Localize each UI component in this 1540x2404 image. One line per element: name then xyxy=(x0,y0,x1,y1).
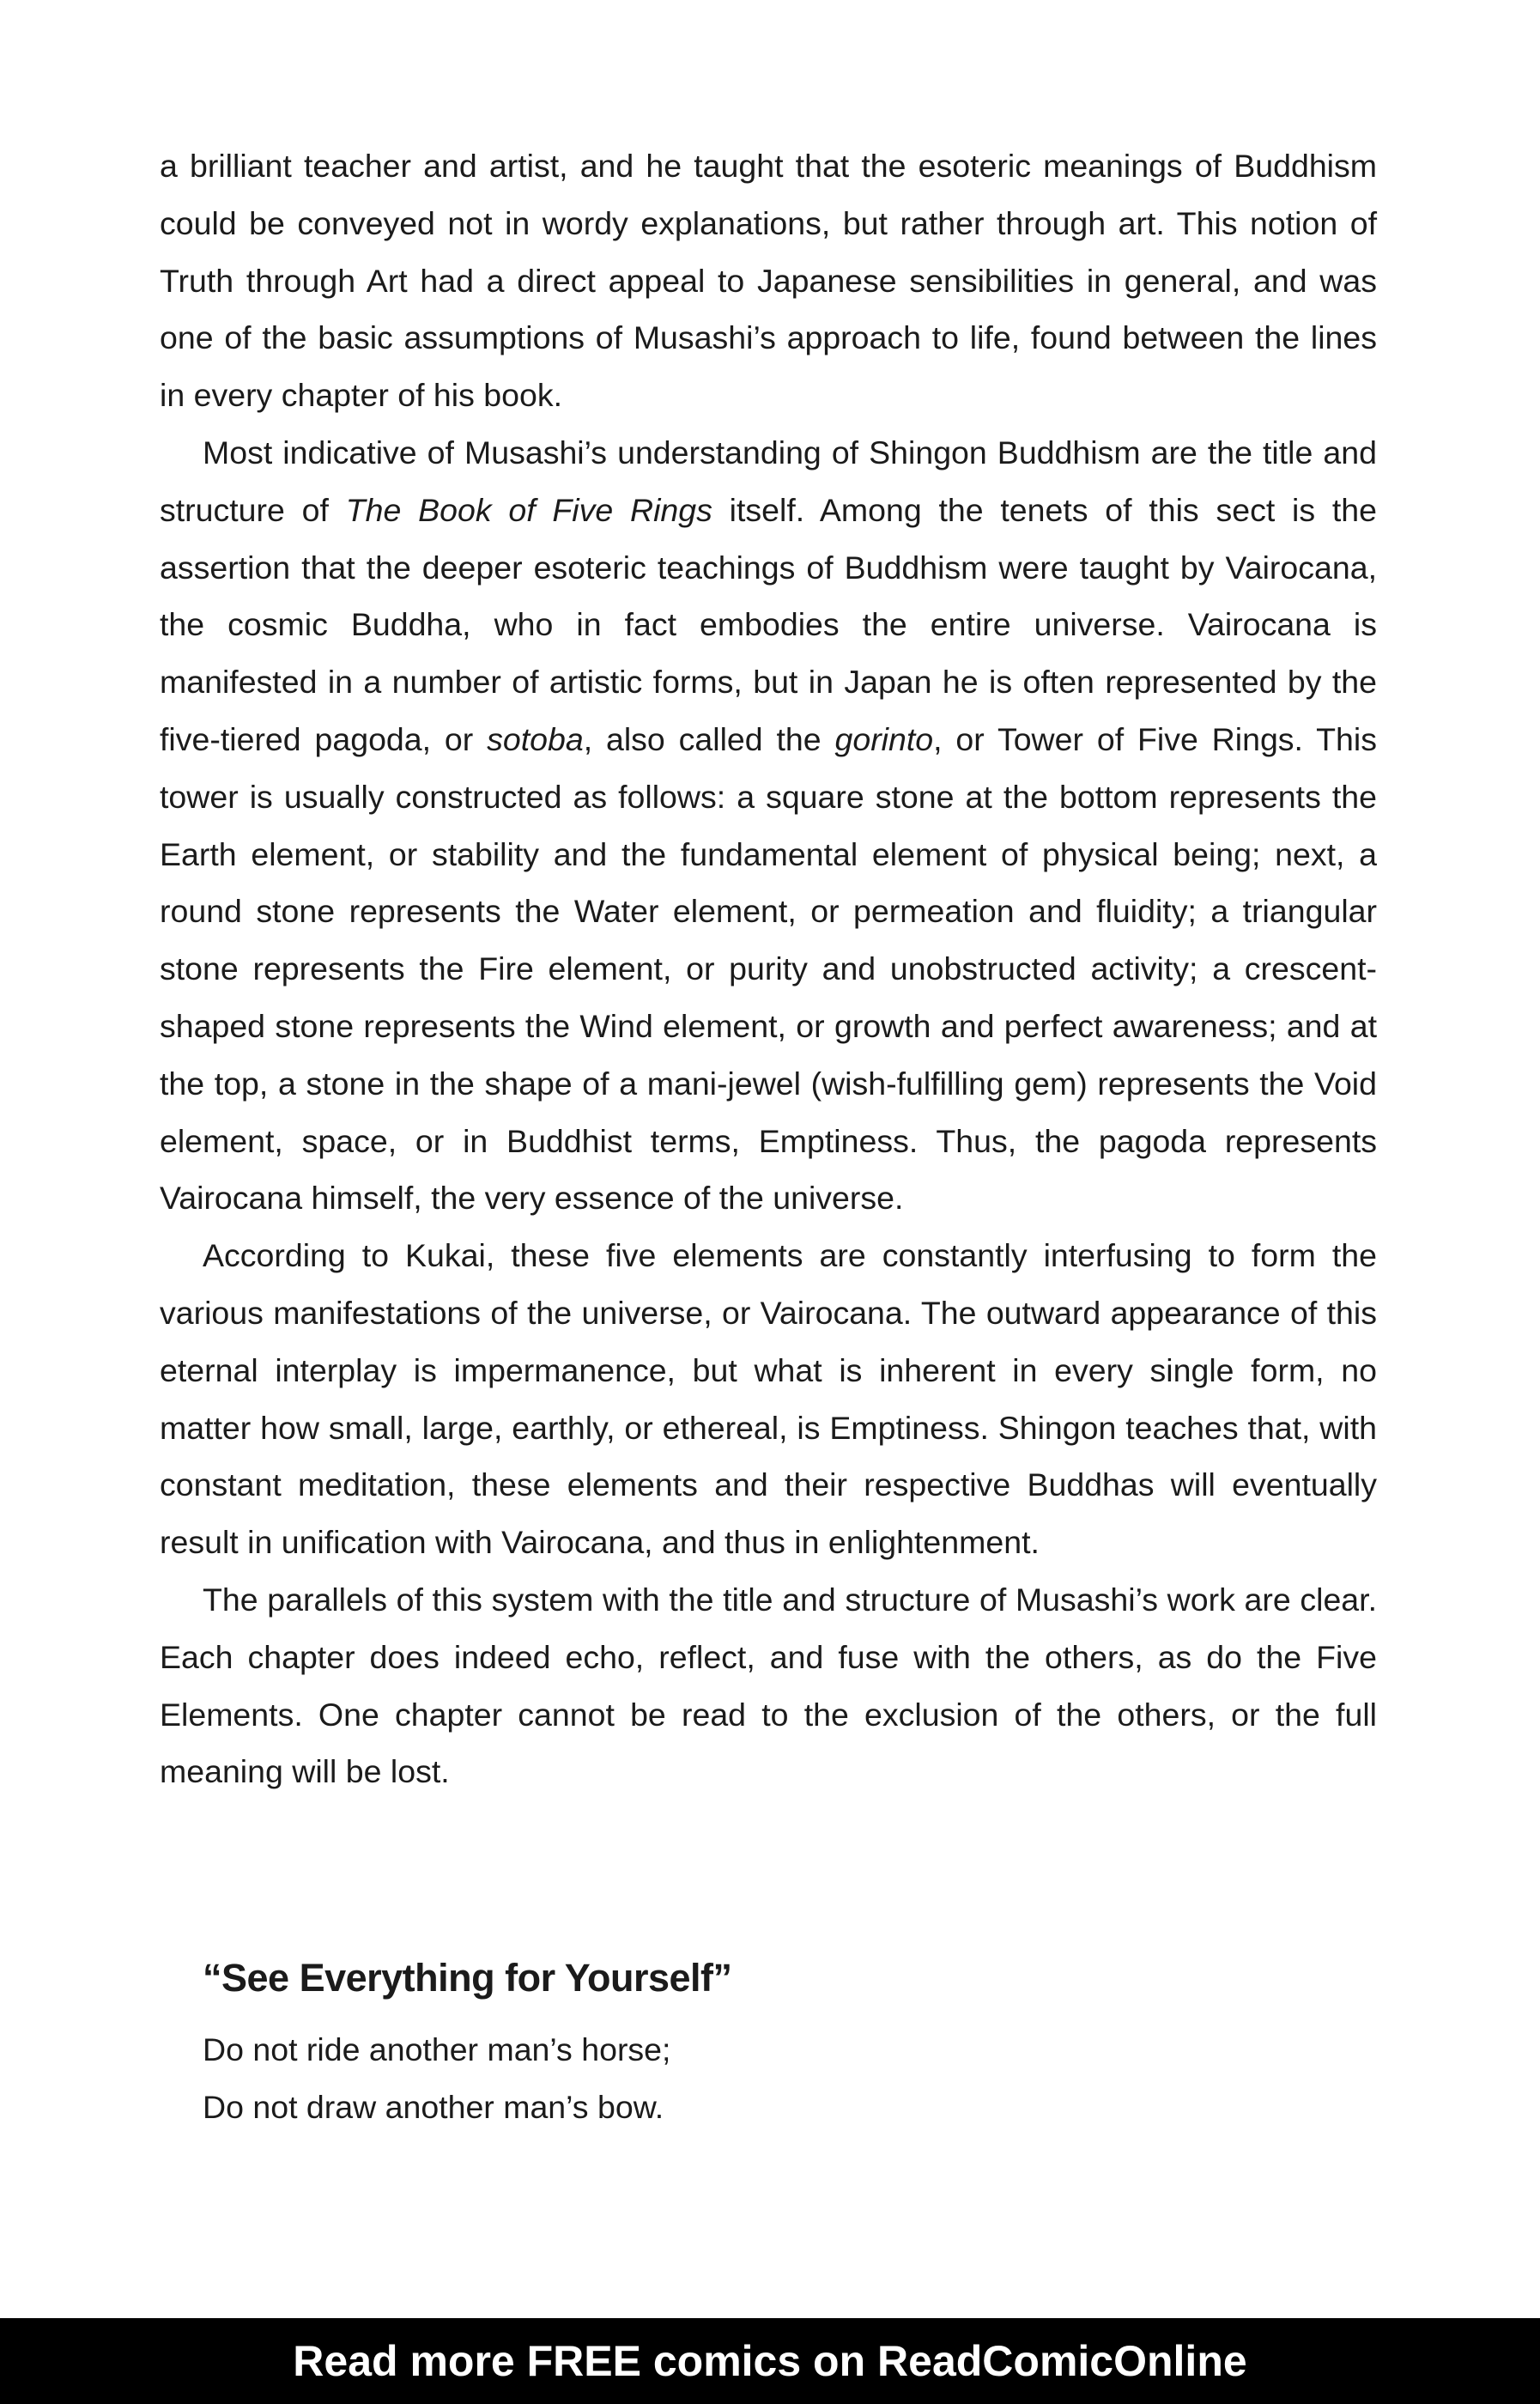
paragraph-2-text-a: Most indicative of Musashi’s understanding of Shingon Buddhism are the title and structure of xyxy=(160,434,1377,528)
paragraph-2 xyxy=(160,424,1377,1227)
promo-banner-text[interactable]: Read more FREE comics on ReadComicOnline xyxy=(293,2337,1247,2385)
promo-banner[interactable] xyxy=(0,2318,1540,2404)
paragraph-3-text: According to Kukai, these five elements are constantly interfusing to form the various manifestations of the universe, or Vairocana. The outward appearance of this eternal interplay is impermanence, but what is inherent in every single form, no matter how small, large, earthly, or ethereal, is Emptiness. Shingon teaches that, with constant meditation, these elements and their respective Buddhas will eventually result in unification with Vairocana, and thus in enlightenment. xyxy=(160,1237,1377,1561)
section-see-everything xyxy=(203,1951,1319,2136)
paragraph-1-text: a brilliant teacher and artist, and he taught that the esoteric meanings of Buddhism could be conveyed not in wordy explanations, but rather through art. This notion of Truth through Art had a direct appeal to Japanese sensibilities in general, and was one of the basic assumptions of Musashi’s approach to life, found between the lines in every chapter of his book. xyxy=(160,148,1377,414)
verse-line-1: Do not ride another man’s horse; xyxy=(203,2031,671,2067)
section-heading: “See Everything for Yourself” xyxy=(203,1956,732,2000)
paragraph-3 xyxy=(160,1227,1377,1571)
book-title-italic: The Book of Five Rings xyxy=(345,491,712,528)
gorinto-italic: gorinto xyxy=(834,720,934,757)
verse-line-2: Do not draw another man’s bow. xyxy=(203,2088,664,2125)
paragraph-4 xyxy=(160,1571,1377,1800)
paragraph-2-text-d: , or Tower of Five Rings. This tower is usually constructed as follows: a square stone at the bottom represents the Earth element, or stability and the fundamental element of physical being; next, a round stone represents the Water element, or permeation and fluidity; a triangular stone represents the Fire element, or purity and unobstructed activity; a crescent-shaped stone represents the Wind element, or growth and perfect awareness; and at the top, a stone in the shape of a mani-jewel (wish-fulfilling gem) represents the Void element, space, or in Buddhist terms, Emptiness. Thus, the pagoda represents Vairocana himself, the very essence of the universe. xyxy=(160,720,1377,1217)
paragraph-4-text: The parallels of this system with the title and structure of Musashi’s work are clear. Each chapter does indeed echo, reflect, and fuse with the others, as do the Five Elements. One chapter cannot be read to the exclusion of the others, or the full meaning will be lost. xyxy=(160,1581,1377,1790)
sotoba-italic: sotoba xyxy=(487,720,584,757)
paragraph-1 xyxy=(160,137,1377,424)
body-text xyxy=(160,137,1377,1800)
paragraph-2-text-b: itself. Among the tenets of this sect is the assertion that the deeper esoteric teachings of Buddhism were taught by Vairocana, the cosmic Buddha, who in fact embodies the entire universe. Vairocana is manifested in a number of artistic forms, but in Japan he is often represented by the five-tiered pagoda, or xyxy=(160,491,1377,757)
paragraph-2-text-c: , also called the xyxy=(583,720,835,757)
